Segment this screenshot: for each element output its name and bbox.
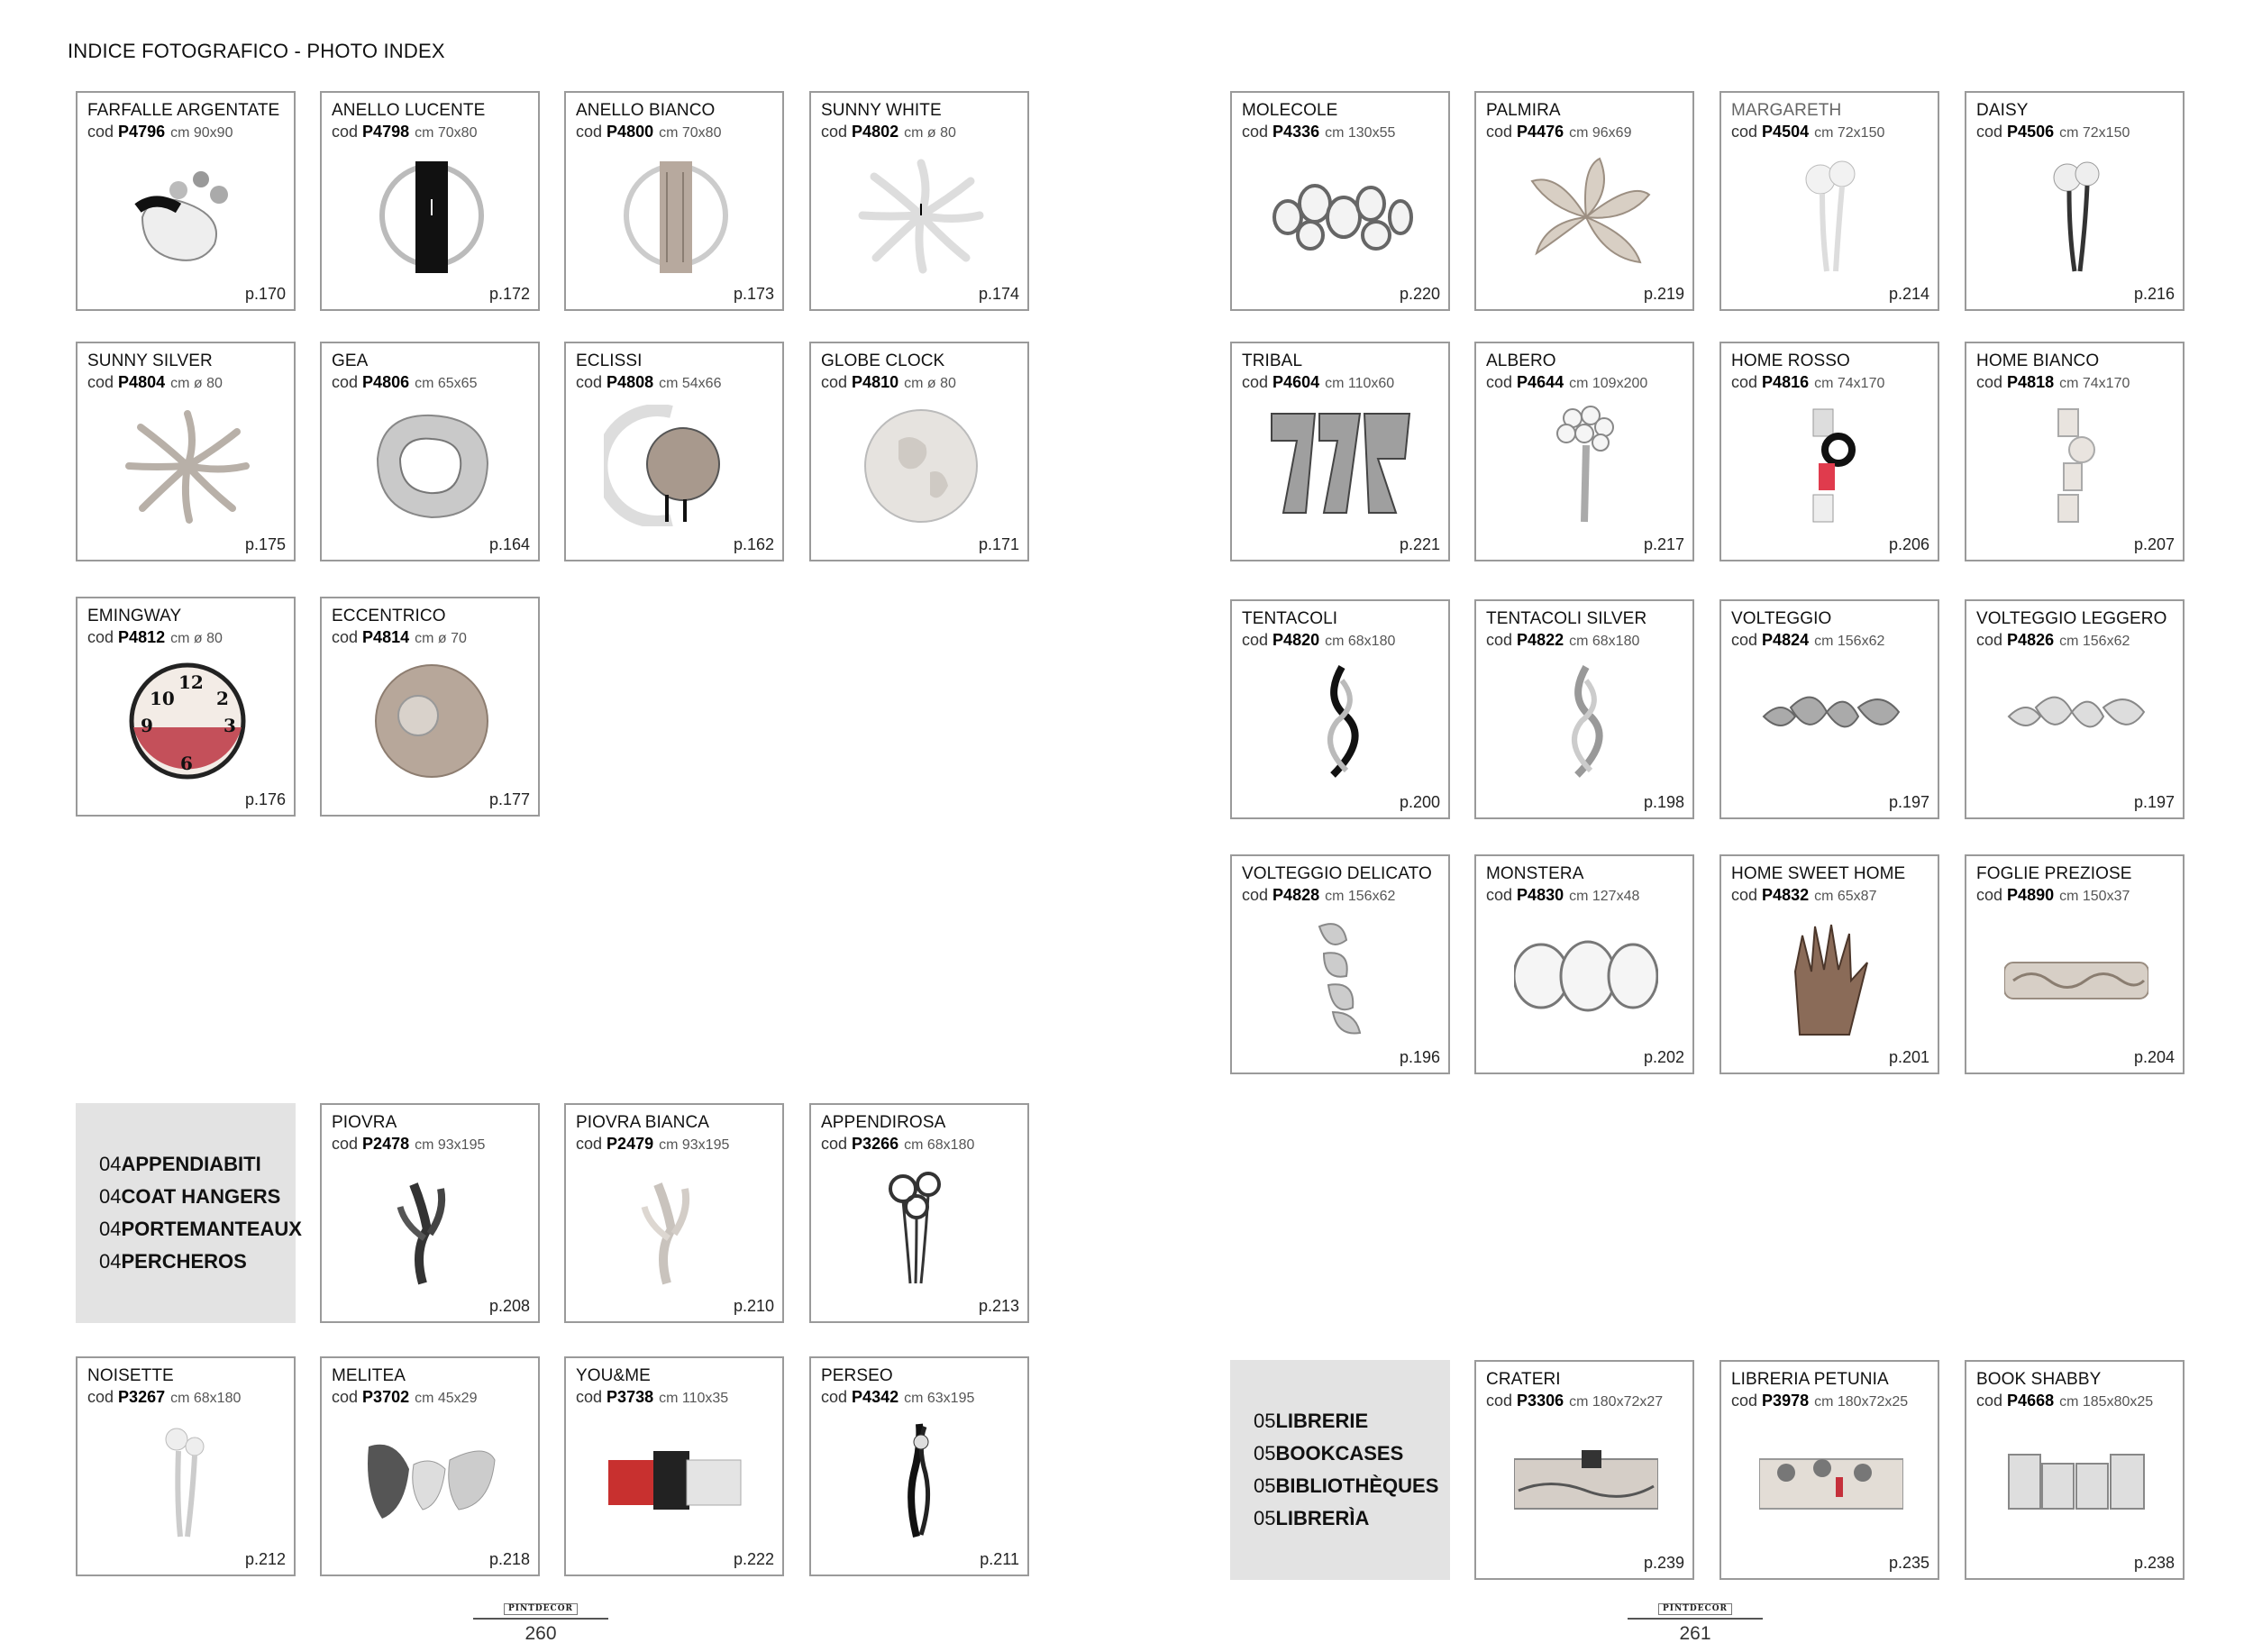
product-page: p.219 [1643, 285, 1684, 303]
product-code-line: cod P4806 cm 65x65 [332, 373, 478, 391]
product-dims: cm 70x80 [415, 125, 478, 141]
product-code: P3267 [118, 1388, 166, 1406]
product-dims: cm 65x87 [1814, 889, 1877, 904]
product-dims: cm 156x62 [2059, 634, 2130, 649]
product-code-line: cod P4336 cm 130x55 [1242, 123, 1396, 141]
product-name: APPENDIROSA [821, 1113, 946, 1132]
hand-sculpture-icon [1759, 917, 1903, 1039]
product-card[interactable] [76, 342, 296, 561]
product-name: SUNNY WHITE [821, 101, 942, 120]
leaves-panel-icon [2004, 917, 2148, 1039]
product-code-line: cod P3702 cm 45x29 [332, 1388, 478, 1406]
product-card[interactable] [1230, 599, 1450, 819]
product-card[interactable] [1474, 91, 1694, 311]
product-code-line: cod P2479 cm 93x195 [576, 1135, 730, 1153]
product-card[interactable] [564, 342, 784, 561]
product-code-line: cod P4820 cm 68x180 [1242, 631, 1396, 649]
product-name: FOGLIE PREZIOSE [1976, 864, 2132, 883]
category-bookcases [1230, 1360, 1450, 1580]
product-code: P3738 [607, 1388, 654, 1406]
book-letters-shelf-icon [2004, 1423, 2148, 1545]
category-line: 04COAT HANGERS [99, 1185, 281, 1208]
product-card[interactable] [76, 1356, 296, 1576]
svg-text:9: 9 [141, 715, 153, 736]
organic-clock-icon [360, 405, 504, 526]
product-card[interactable] [1965, 854, 2185, 1074]
globe-clock-icon [849, 405, 993, 526]
product-card[interactable] [320, 1103, 540, 1323]
product-code-line: cod P4476 cm 96x69 [1486, 123, 1632, 141]
product-name: PERSEO [821, 1366, 893, 1385]
product-code: P4604 [1272, 373, 1320, 391]
octopus-hanger-light-icon [604, 1166, 748, 1288]
product-page: p.197 [2133, 793, 2175, 811]
svg-text:2: 2 [216, 688, 229, 709]
product-name: CRATERI [1486, 1370, 1561, 1389]
product-code-line: cod P4828 cm 156x62 [1242, 886, 1396, 904]
product-card[interactable] [1719, 1360, 1939, 1580]
category-line: 04PERCHEROS [99, 1250, 247, 1273]
tentacle-dark-icon [1270, 662, 1414, 784]
monstera-leaves-icon [1514, 917, 1658, 1039]
category-line: 04PORTEMANTEAUX [99, 1218, 302, 1240]
product-card[interactable] [1230, 854, 1450, 1074]
product-code: P3266 [852, 1135, 899, 1153]
product-code-line: cod P3738 cm 110x35 [576, 1388, 729, 1406]
product-name: GEA [332, 351, 369, 370]
product-name: LIBRERIA PETUNIA [1731, 1370, 1889, 1389]
product-page: p.212 [244, 1550, 286, 1568]
butterflies-vertical-icon [1270, 917, 1414, 1039]
product-code: P4832 [1762, 886, 1810, 904]
product-dims: cm 156x62 [1814, 634, 1885, 649]
product-page: p.214 [1888, 285, 1929, 303]
product-code-line: cod P3266 cm 68x180 [821, 1135, 975, 1153]
stone-clock-icon [360, 660, 504, 781]
product-dims: cm 93x195 [415, 1137, 486, 1153]
product-page: p.175 [244, 535, 286, 553]
leaf-mirror-icon [1514, 154, 1658, 276]
product-page: p.207 [2133, 535, 2175, 553]
product-card[interactable] [76, 597, 296, 817]
product-card[interactable] [1719, 599, 1939, 819]
product-code: P4804 [118, 373, 166, 391]
product-code: P4802 [852, 123, 899, 141]
home-letters-white-icon [2004, 405, 2148, 526]
product-card[interactable] [1474, 854, 1694, 1074]
product-code-line: cod P4812 cm ø 80 [87, 628, 223, 646]
product-code: P3702 [362, 1388, 410, 1406]
product-name: ECLISSI [576, 351, 643, 370]
product-page: p.202 [1643, 1048, 1684, 1066]
product-code: P2478 [362, 1135, 410, 1153]
perseo-hanger-icon [849, 1419, 993, 1541]
product-code: P4828 [1272, 886, 1320, 904]
product-name: BOOK SHABBY [1976, 1370, 2102, 1389]
product-page: p.220 [1399, 285, 1440, 303]
product-code: P4824 [1762, 631, 1810, 649]
product-card[interactable] [320, 91, 540, 311]
product-card[interactable] [564, 1356, 784, 1576]
product-code: P4342 [852, 1388, 899, 1406]
product-page: p.238 [2133, 1554, 2175, 1572]
left-page-footer [473, 1599, 608, 1645]
product-page: p.211 [980, 1550, 1019, 1568]
product-code-line: cod P4506 cm 72x150 [1976, 123, 2130, 141]
product-name: PALMIRA [1486, 101, 1561, 120]
product-code-line: cod P4890 cm 150x37 [1976, 886, 2130, 904]
product-name: ANELLO LUCENTE [332, 101, 486, 120]
product-dims: cm ø 70 [415, 631, 467, 646]
product-dims: cm 180x72x25 [1814, 1394, 1909, 1410]
product-name: PIOVRA [332, 1113, 397, 1132]
product-card[interactable] [1965, 91, 2185, 311]
product-code: P4812 [118, 628, 166, 646]
product-name: HOME ROSSO [1731, 351, 1850, 370]
product-card[interactable] [809, 1356, 1029, 1576]
product-code-line: cod P4796 cm 90x90 [87, 123, 233, 141]
product-code-line: cod P4342 cm 63x195 [821, 1388, 975, 1406]
product-code: P4806 [362, 373, 410, 391]
brand-logo: PINTDECOR [1658, 1603, 1732, 1615]
sun-clock-white-icon [849, 154, 993, 276]
product-code: P4504 [1762, 123, 1810, 141]
product-dims: cm 54x66 [659, 376, 722, 391]
product-dims: cm 110x60 [1325, 376, 1395, 391]
page-number-left: 260 [524, 1623, 557, 1644]
product-code-line: cod P4604 cm 110x60 [1242, 373, 1395, 391]
product-card[interactable] [809, 91, 1029, 311]
product-dims: cm 68x180 [1325, 634, 1396, 649]
product-page: p.198 [1643, 793, 1684, 811]
category-line: 05LIBRERÌA [1254, 1507, 1370, 1529]
product-page: p.164 [488, 535, 530, 553]
product-code: P4798 [362, 123, 410, 141]
product-name: HOME BIANCO [1976, 351, 2100, 370]
product-dims: cm 74x170 [2059, 376, 2130, 391]
product-code: P4644 [1517, 373, 1564, 391]
product-dims: cm 130x55 [1325, 125, 1396, 141]
category-line: 04APPENDIABITI [99, 1153, 261, 1175]
product-code: P4826 [2007, 631, 2055, 649]
product-code-line: cod P4818 cm 74x170 [1976, 373, 2130, 391]
product-page: p.200 [1399, 793, 1440, 811]
product-code: P3306 [1517, 1392, 1564, 1410]
product-name: TRIBAL [1242, 351, 1303, 370]
product-card[interactable] [809, 1103, 1029, 1323]
flower-white-icon [1759, 154, 1903, 276]
product-card[interactable] [1719, 342, 1939, 561]
product-name: FARFALLE ARGENTATE [87, 101, 280, 120]
product-code-line: cod P4830 cm 127x48 [1486, 886, 1640, 904]
product-code-line: cod P2478 cm 93x195 [332, 1135, 486, 1153]
product-page: p.213 [978, 1297, 1019, 1315]
product-card[interactable] [1965, 1360, 2185, 1580]
product-name: MARGARETH [1731, 101, 1842, 120]
product-dims: cm 96x69 [1569, 125, 1632, 141]
product-code-line: cod P3267 cm 68x180 [87, 1388, 242, 1406]
product-dims: cm 180x72x27 [1569, 1394, 1664, 1410]
butterfly-clock-icon [115, 154, 260, 276]
svg-text:10: 10 [150, 688, 175, 709]
product-dims: cm 63x195 [904, 1391, 975, 1406]
product-card[interactable] [564, 91, 784, 311]
product-page: p.170 [244, 285, 286, 303]
molecule-mirror-icon [1270, 154, 1414, 276]
brand-logo: PINTDECOR [504, 1603, 578, 1615]
product-code-line: cod P4504 cm 72x150 [1731, 123, 1885, 141]
petunia-shelf-icon [1759, 1423, 1903, 1545]
footer-rule [473, 1618, 608, 1620]
product-name: MONSTERA [1486, 864, 1584, 883]
product-page: p.216 [2133, 285, 2175, 303]
product-code-line: cod P4804 cm ø 80 [87, 373, 223, 391]
product-code: P4336 [1272, 123, 1320, 141]
product-name: YOU&ME [576, 1366, 651, 1385]
product-card[interactable] [564, 1103, 784, 1323]
product-code: P4506 [2007, 123, 2055, 141]
category-line: 05BIBLIOTHÈQUES [1254, 1474, 1439, 1497]
product-dims: cm ø 80 [170, 376, 223, 391]
ring-clock-black-icon [360, 154, 504, 276]
sun-clock-silver-icon [115, 405, 260, 526]
product-name: VOLTEGGIO DELICATO [1242, 864, 1432, 883]
product-name: GLOBE CLOCK [821, 351, 945, 370]
product-name: TENTACOLI [1242, 609, 1338, 628]
product-dims: cm 110x35 [659, 1391, 729, 1406]
product-card[interactable] [1230, 91, 1450, 311]
tree-mirror-icon [1514, 405, 1658, 526]
product-code: P4818 [2007, 373, 2055, 391]
product-card[interactable] [1965, 599, 2185, 819]
product-page: p.172 [488, 285, 530, 303]
product-dims: cm 68x180 [170, 1391, 242, 1406]
product-code-line: cod P3306 cm 180x72x27 [1486, 1392, 1664, 1410]
product-page: p.218 [488, 1550, 530, 1568]
product-code: P4830 [1517, 886, 1564, 904]
product-code: P4668 [2007, 1392, 2055, 1410]
svg-text:12: 12 [178, 671, 204, 693]
product-code: P2479 [607, 1135, 654, 1153]
product-name: ECCENTRICO [332, 607, 446, 625]
product-dims: cm ø 80 [904, 125, 956, 141]
product-name: VOLTEGGIO LEGGERO [1976, 609, 2167, 628]
product-dims: cm ø 80 [904, 376, 956, 391]
product-code-line: cod P4810 cm ø 80 [821, 373, 956, 391]
tentacle-silver-icon [1514, 662, 1658, 784]
butterflies-light-icon [2004, 662, 2148, 784]
product-card[interactable] [76, 91, 296, 311]
product-card[interactable] [320, 342, 540, 561]
product-page: p.197 [1888, 793, 1929, 811]
product-code-line: cod P4800 cm 70x80 [576, 123, 722, 141]
product-dims: cm 90x90 [170, 125, 233, 141]
product-card[interactable] [1474, 342, 1694, 561]
product-page: p.162 [733, 535, 774, 553]
flower-dark-icon [2004, 154, 2148, 276]
product-code-line: cod P4798 cm 70x80 [332, 123, 478, 141]
product-code: P4816 [1762, 373, 1810, 391]
product-card[interactable] [1719, 91, 1939, 311]
product-page: p.204 [2133, 1048, 2175, 1066]
footer-rule [1628, 1618, 1763, 1620]
product-name: DAISY [1976, 101, 2029, 120]
product-dims: cm 45x29 [415, 1391, 478, 1406]
product-page: p.174 [978, 285, 1019, 303]
product-card[interactable] [1719, 854, 1939, 1074]
product-dims: cm 109x200 [1569, 376, 1648, 391]
ring-clock-white-icon [604, 154, 748, 276]
product-page: p.235 [1888, 1554, 1929, 1572]
product-dims: cm 93x195 [659, 1137, 730, 1153]
product-code: P3978 [1762, 1392, 1810, 1410]
product-code: P4808 [607, 373, 654, 391]
product-code-line: cod P4802 cm ø 80 [821, 123, 956, 141]
home-letters-red-icon [1759, 405, 1903, 526]
product-card[interactable] [1230, 342, 1450, 561]
page-title: INDICE FOTOGRAFICO - PHOTO INDEX [68, 40, 445, 62]
product-name: EMINGWAY [87, 607, 182, 625]
product-card[interactable] [1474, 1360, 1694, 1580]
product-name: VOLTEGGIO [1731, 609, 1832, 628]
product-page: p.206 [1888, 535, 1929, 553]
product-dims: cm 185x80x25 [2059, 1394, 2154, 1410]
product-card[interactable] [320, 597, 540, 817]
product-page: p.176 [244, 790, 286, 808]
product-dims: cm 74x170 [1814, 376, 1885, 391]
product-page: p.210 [733, 1297, 774, 1315]
product-dims: cm 68x180 [1569, 634, 1640, 649]
product-name: TENTACOLI SILVER [1486, 609, 1647, 628]
butterflies-grey-icon [1759, 662, 1903, 784]
product-code: P4820 [1272, 631, 1320, 649]
product-name: HOME SWEET HOME [1731, 864, 1906, 883]
product-code-line: cod P4832 cm 65x87 [1731, 886, 1877, 904]
product-name: NOISETTE [87, 1366, 174, 1385]
product-dims: cm 70x80 [659, 125, 722, 141]
flower-hanger-white-icon [115, 1419, 260, 1541]
page-number-right: 261 [1679, 1623, 1711, 1644]
product-page: p.201 [1888, 1048, 1929, 1066]
product-page: p.173 [733, 285, 774, 303]
product-code: P4476 [1517, 123, 1564, 141]
product-page: p.171 [978, 535, 1019, 553]
crater-shelf-icon [1514, 1423, 1658, 1545]
product-dims: cm 150x37 [2059, 889, 2130, 904]
product-code-line: cod P4822 cm 68x180 [1486, 631, 1640, 649]
product-code-line: cod P4814 cm ø 70 [332, 628, 467, 646]
svg-text:6: 6 [180, 753, 193, 774]
product-code: P4796 [118, 123, 166, 141]
product-code: P4822 [1517, 631, 1564, 649]
product-code-line: cod P4668 cm 185x80x25 [1976, 1392, 2154, 1410]
product-card[interactable] [809, 342, 1029, 561]
product-code-line: cod P4644 cm 109x200 [1486, 373, 1648, 391]
product-dims: cm 72x150 [2059, 125, 2130, 141]
product-dims: cm 127x48 [1569, 889, 1640, 904]
category-line: 05LIBRERIE [1254, 1410, 1369, 1432]
product-name: ANELLO BIANCO [576, 101, 716, 120]
product-code: P4800 [607, 123, 654, 141]
product-code: P4890 [2007, 886, 2055, 904]
product-name: ALBERO [1486, 351, 1556, 370]
product-dims: cm ø 80 [170, 631, 223, 646]
product-dims: cm 68x180 [904, 1137, 975, 1153]
product-page: p.222 [733, 1550, 774, 1568]
product-code-line: cod P4816 cm 74x170 [1731, 373, 1885, 391]
product-code-line: cod P4808 cm 54x66 [576, 373, 722, 391]
product-name: MOLECOLE [1242, 101, 1338, 120]
svg-text:3: 3 [223, 715, 236, 736]
product-name: MELITEA [332, 1366, 406, 1385]
product-page: p.196 [1399, 1048, 1440, 1066]
product-dims: cm 156x62 [1325, 889, 1396, 904]
product-name: SUNNY SILVER [87, 351, 213, 370]
product-code: P4810 [852, 373, 899, 391]
product-code: P4814 [362, 628, 410, 646]
product-page: p.177 [488, 790, 530, 808]
product-name: PIOVRA BIANCA [576, 1113, 710, 1132]
octopus-hanger-dark-icon [360, 1166, 504, 1288]
product-page: p.239 [1643, 1554, 1684, 1572]
product-dims: cm 72x150 [1814, 125, 1885, 141]
product-card[interactable] [320, 1356, 540, 1576]
product-code-line: cod P4826 cm 156x62 [1976, 631, 2130, 649]
tribal-panels-icon [1270, 405, 1414, 526]
right-page-footer [1628, 1599, 1763, 1645]
youandme-letters-icon [604, 1419, 748, 1541]
product-code-line: cod P3978 cm 180x72x25 [1731, 1392, 1909, 1410]
product-page: p.217 [1643, 535, 1684, 553]
vintage-clock-icon [115, 660, 260, 781]
product-page: p.221 [1399, 535, 1440, 553]
rose-hanger-icon [849, 1166, 993, 1288]
category-coat-hangers [76, 1103, 302, 1323]
product-code-line: cod P4824 cm 156x62 [1731, 631, 1885, 649]
butterfly-hanger-icon [360, 1419, 504, 1541]
category-line: 05BOOKCASES [1254, 1442, 1404, 1465]
product-card[interactable] [1965, 342, 2185, 561]
product-page: p.208 [488, 1297, 530, 1315]
product-dims: cm 65x65 [415, 376, 478, 391]
eclipse-clock-icon [604, 405, 748, 526]
product-card[interactable] [1474, 599, 1694, 819]
